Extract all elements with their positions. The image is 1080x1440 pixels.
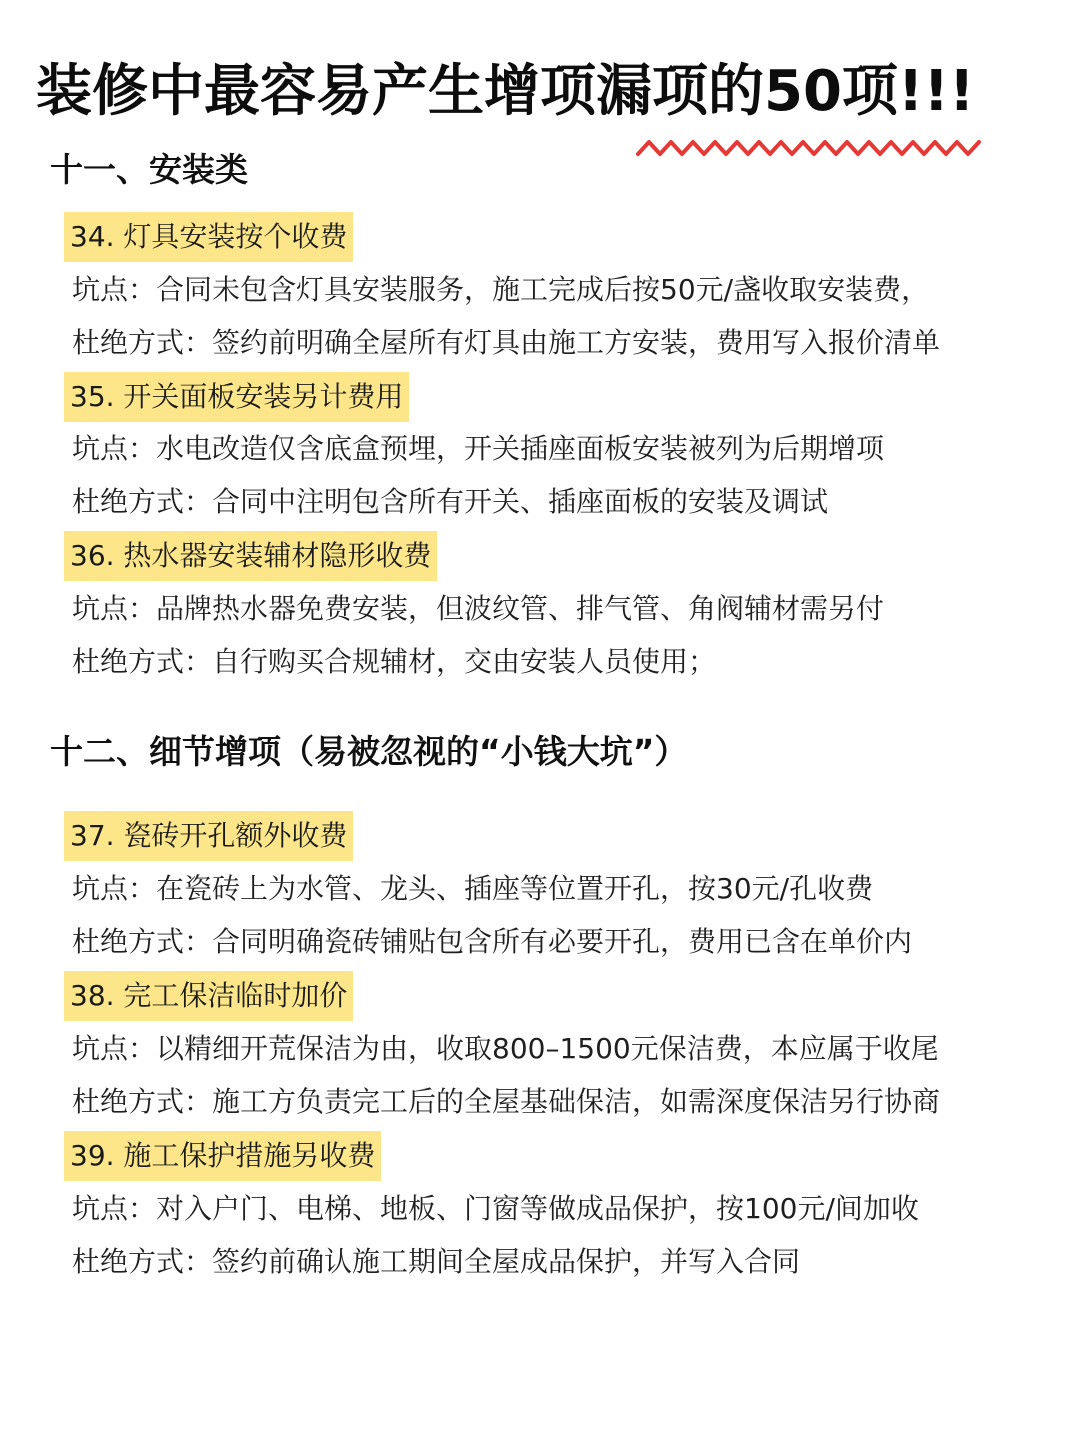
item-36-solution: 杜绝方式：自行购买合规辅材，交由安装人员使用； — [72, 645, 717, 678]
item-title-35: 35. 开关面板安装另计费用 — [64, 372, 409, 422]
item-38-pitfall: 坑点：以精细开荒保洁为由，收取800–1500元保洁费，本应属于收尾 — [72, 1032, 939, 1065]
item-34-pitfall: 坑点：合同未包含灯具安装服务，施工完成后按50元/盏收取安装费， — [72, 273, 930, 306]
section-heading-install: 十一、安装类 — [50, 150, 248, 189]
item-39-pitfall: 坑点：对入户门、电梯、地板、门窗等做成品保护，按100元/间加收 — [72, 1192, 919, 1225]
page-title: 装修中最容易产生增项漏项的50项!!! — [36, 59, 975, 124]
item-37-solution: 杜绝方式：合同明确瓷砖铺贴包含所有必要开孔，费用已含在单价内 — [72, 925, 913, 958]
section-heading-details: 十二、细节增项（易被忽视的“小钱大坑”） — [50, 732, 688, 771]
item-35-solution: 杜绝方式：合同中注明包含所有开关、插座面板的安装及调试 — [72, 485, 829, 518]
item-title-38: 38. 完工保洁临时加价 — [64, 971, 353, 1021]
item-35-pitfall: 坑点：水电改造仅含底盒预埋，开关插座面板安装被列为后期增项 — [72, 432, 885, 465]
item-34-solution: 杜绝方式：签约前明确全屋所有灯具由施工方安装，费用写入报价清单 — [72, 326, 941, 359]
item-36-pitfall: 坑点：品牌热水器免费安装，但波纹管、排气管、角阀辅材需另付 — [72, 592, 885, 625]
item-title-36: 36. 热水器安装辅材隐形收费 — [64, 531, 437, 581]
zigzag-underline-decoration — [636, 138, 988, 160]
item-title-37: 37. 瓷砖开孔额外收费 — [64, 811, 353, 861]
item-title-39: 39. 施工保护措施另收费 — [64, 1131, 381, 1181]
item-38-solution: 杜绝方式：施工方负责完工后的全屋基础保洁，如需深度保洁另行协商 — [72, 1085, 941, 1118]
item-37-pitfall: 坑点：在瓷砖上为水管、龙头、插座等位置开孔，按30元/孔收费 — [72, 872, 874, 905]
item-39-solution: 杜绝方式：签约前确认施工期间全屋成品保护，并写入合同 — [72, 1245, 801, 1278]
item-title-34: 34. 灯具安装按个收费 — [64, 212, 353, 262]
